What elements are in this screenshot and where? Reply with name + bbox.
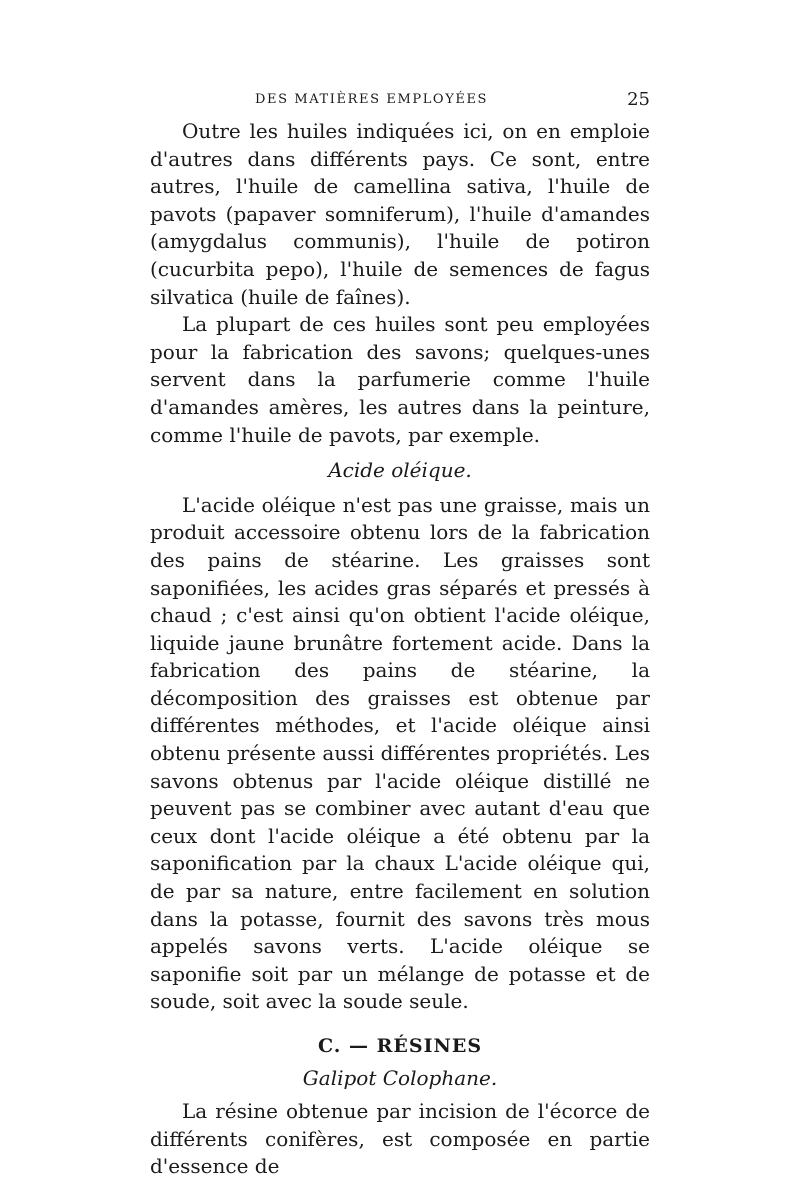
section-heading-resins: C. — RÉSINES [317, 1035, 483, 1057]
text-block [150, 118, 650, 1181]
paragraph-resin: La résine obtenue par incision de l'écorce de différents conifères, est composée en partie d'essence de [150, 1099, 650, 1179]
page-number: 25 [627, 89, 650, 110]
subheading-galipot: Galipot Colophane. [302, 1065, 498, 1090]
running-title: DES MATIÈRES EMPLOYÉES [255, 92, 489, 107]
running-head [150, 89, 650, 114]
paragraph-other-oils: Outre les huiles indiquées ici, on en emploie d'autres dans différents pays. Ce sont, entre autres, l'huile de camellina sativa, l'huile de pavots (papaver somniferum), l'huile d'amandes (amygdalus communis), l'huile de potiron (cucurbita pepo), l'huile de semences de fagus silvatica (huile de faînes). [150, 119, 650, 309]
paragraph-oleic-acid: L'acide oléique n'est pas une graisse, mais un produit accessoire obtenu lors de la fabrication des pains de stéarine. Les graisses sont saponifiées, les acides gras séparés et pressés à chaud ; c'est ainsi qu'on obtient l'acide oléique, liquide jaune brunâtre fortement acide. Dans la fabrication des pains de stéarine, la décomposition des graisses est obtenue par différentes méthodes, et l'acide oléique ainsi obtenu présente aussi différentes propriétés. Les savons obtenus par l'acide oléique distillé ne peuvent pas se combiner avec autant d'eau que ceux dont l'acide oléique a été obtenu par la saponification par la chaux L'acide oléique qui, de par sa nature, entre facilement en solution dans la potasse, fournit des savons très mous appelés savons verts. L'acide oléique se saponifie soit par un mélange de potasse et de soude, soit avec la soude seule. [150, 492, 650, 1014]
paragraph-uses-of-oils: La plupart de ces huiles sont peu employées pour la fabrication des savons; quelques-unes servent dans la parfumerie comme l'huile d'amandes amères, les autres dans la peinture, comme l'huile de pavots, par exemple. [150, 312, 650, 447]
subheading-oleic-acid: Acide oléique. [328, 458, 472, 483]
